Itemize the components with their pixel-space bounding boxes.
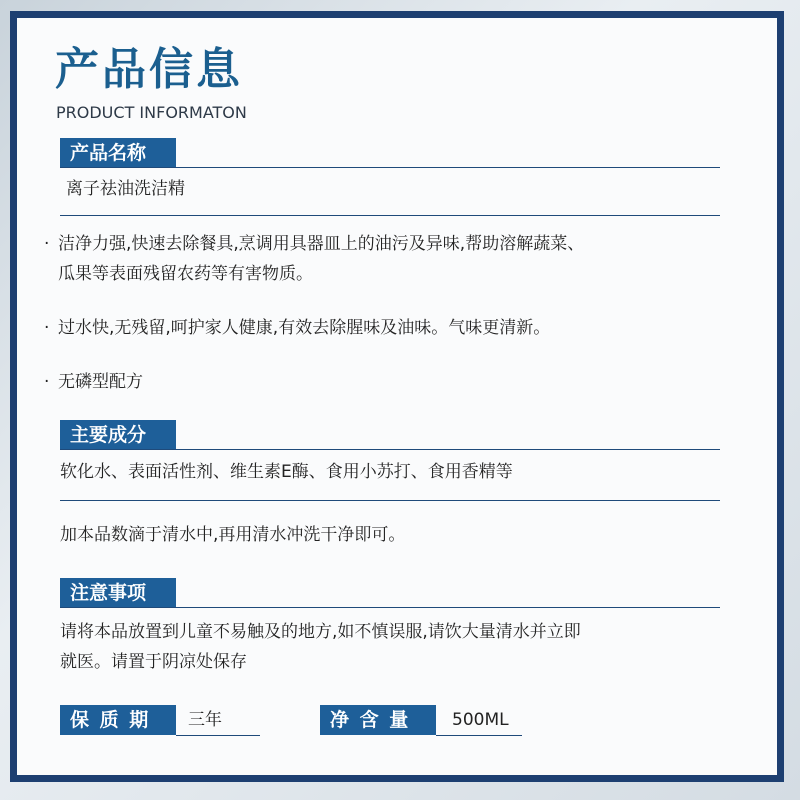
feature-3: 无磷型配方: [58, 372, 143, 392]
net-content-badge: 净 含 量: [320, 705, 436, 735]
net-content-underline: [436, 735, 522, 736]
net-content-value: 500ML: [452, 710, 509, 730]
product-name-value: 离子祛油洗洁精: [66, 179, 185, 199]
cautions-line-1: 请将本品放置到儿童不易触及的地方,如不慎误服,请饮大量清水并立即: [60, 622, 581, 642]
bullet-icon: ·: [44, 234, 50, 254]
ingredients-value: 软化水、表面活性剂、维生素E酶、食用小苏打、食用香精等: [60, 462, 513, 482]
product-name-badge: 产品名称: [60, 138, 176, 168]
section-divider: [60, 500, 720, 501]
page-subtitle: PRODUCT INFORMATON: [56, 103, 247, 122]
ingredients-badge: 主要成分: [60, 420, 176, 450]
shelf-life-value: 三年: [188, 710, 222, 730]
bullet-icon: ·: [44, 318, 50, 338]
bullet-icon: ·: [44, 372, 50, 392]
cautions-divider: [60, 607, 720, 608]
cautions-badge: 注意事项: [60, 578, 176, 608]
section-divider: [60, 215, 720, 216]
shelf-life-underline: [176, 735, 260, 736]
product-name-divider: [60, 167, 720, 168]
cautions-line-2: 就医。请置于阴凉处保存: [60, 652, 247, 672]
feature-2: 过水快,无残留,呵护家人健康,有效去除腥味及油味。气味更清新。: [58, 318, 551, 338]
feature-1-line-1: 洁净力强,快速去除餐具,烹调用具器皿上的油污及异味,帮助溶解蔬菜、: [58, 234, 585, 254]
feature-1-line-2: 瓜果等表面残留农药等有害物质。: [58, 264, 313, 284]
page-title: 产品信息: [55, 44, 243, 95]
usage-text: 加本品数滴于清水中,再用清水冲洗干净即可。: [60, 525, 406, 545]
shelf-life-badge: 保 质 期: [60, 705, 176, 735]
ingredients-divider: [60, 449, 720, 450]
